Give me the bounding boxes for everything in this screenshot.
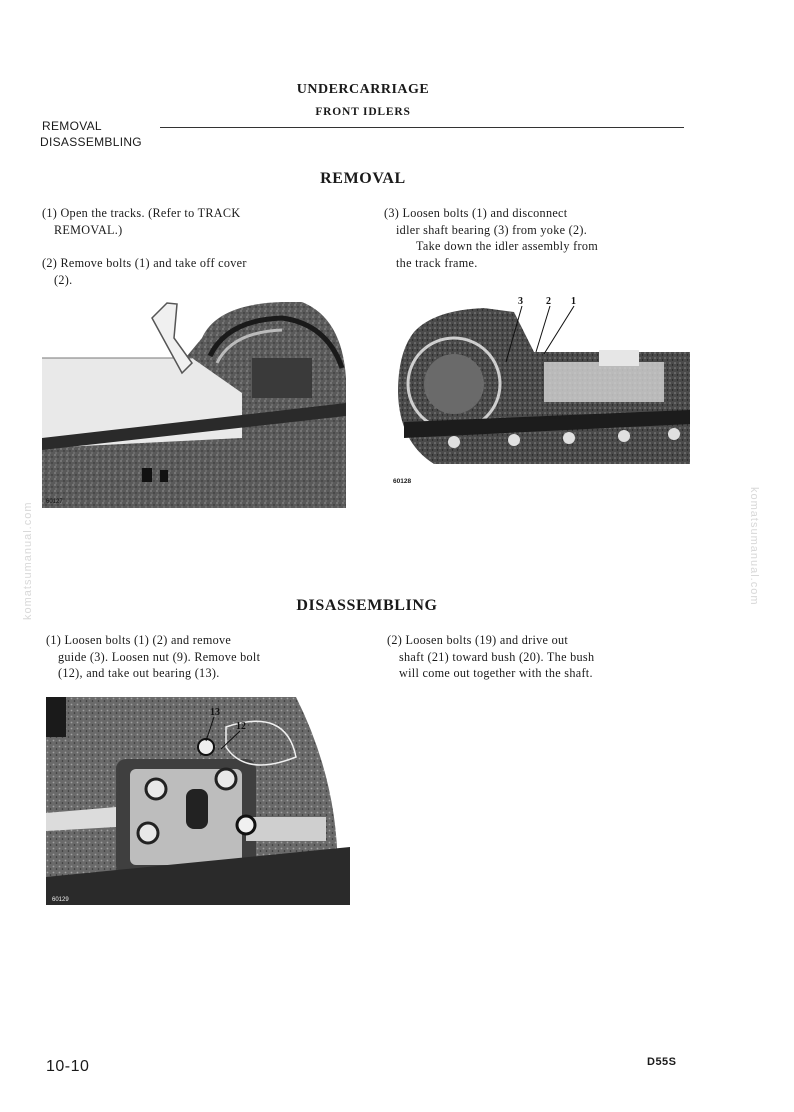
figure-3-number: 60129 [52, 897, 69, 903]
removal-step-1-line-2: REMOVAL.) [54, 222, 123, 237]
side-label-removal: REMOVAL [42, 119, 102, 133]
disassembling-step-1-line-3: (12), and take out bearing (13). [58, 666, 220, 680]
removal-step-3-line-2: idler shaft bearing (3) from yoke (2). [396, 222, 588, 237]
figure-2-number: 60128 [393, 478, 412, 485]
removal-step-3 [384, 205, 684, 271]
figure-2-callout-2: 2 [546, 296, 551, 307]
disassembling-step-2-line-3: will come out together with the shaft. [399, 666, 593, 680]
removal-step-2-line-1: (2) Remove bolts (1) and take off cover [42, 256, 247, 270]
disassembling-step-1 [46, 632, 350, 682]
figure-3-callout-12: 12 [236, 721, 246, 732]
page-number: 10-10 [46, 1058, 90, 1075]
removal-step-3-line-3: Take down the idler assembly from [416, 239, 598, 253]
disassembling-step-2-line-1: (2) Loosen bolts (19) and drive out [387, 633, 569, 647]
disassembling-step-2 [387, 632, 689, 682]
figure-1-number: 60127 [46, 499, 63, 505]
removal-step-2-line-2: (2). [54, 272, 73, 287]
disassembling-step-1-line-2: guide (3). Loosen nut (9). Remove bolt [58, 649, 261, 664]
disassembling-heading: DISASSEMBLING [296, 597, 438, 614]
watermark-right: komatsumanual.com [748, 487, 760, 606]
watermark-left: komatsumanual.com [22, 501, 34, 620]
removal-step-3-line-1: (3) Loosen bolts (1) and disconnect [384, 206, 568, 220]
removal-step-3-line-4: the track frame. [396, 255, 478, 270]
figure-2-callout-3: 3 [518, 296, 523, 307]
model-code: D55S [647, 1056, 677, 1068]
photo-idler-cover [42, 298, 346, 508]
section-title: UNDERCARRIAGE [296, 82, 430, 97]
disassembling-step-1-line-1: (1) Loosen bolts (1) (2) and remove [46, 633, 232, 647]
header-rule [160, 127, 684, 128]
figure-2-callout-1: 1 [571, 296, 576, 307]
photo-idler-bearing [46, 697, 350, 905]
section-subtitle: FRONT IDLERS [315, 106, 411, 118]
removal-heading: REMOVAL [320, 170, 406, 187]
removal-step-1 [42, 205, 342, 238]
figure-3-callout-13: 13 [210, 707, 220, 718]
removal-step-1-line-1: (1) Open the tracks. (Refer to TRACK [42, 206, 241, 220]
side-label-disassembling: DISASSEMBLING [40, 135, 142, 149]
photo-idler-assembly [394, 292, 690, 470]
removal-step-2 [42, 255, 342, 288]
disassembling-step-2-line-2: shaft (21) toward bush (20). The bush [399, 649, 595, 664]
